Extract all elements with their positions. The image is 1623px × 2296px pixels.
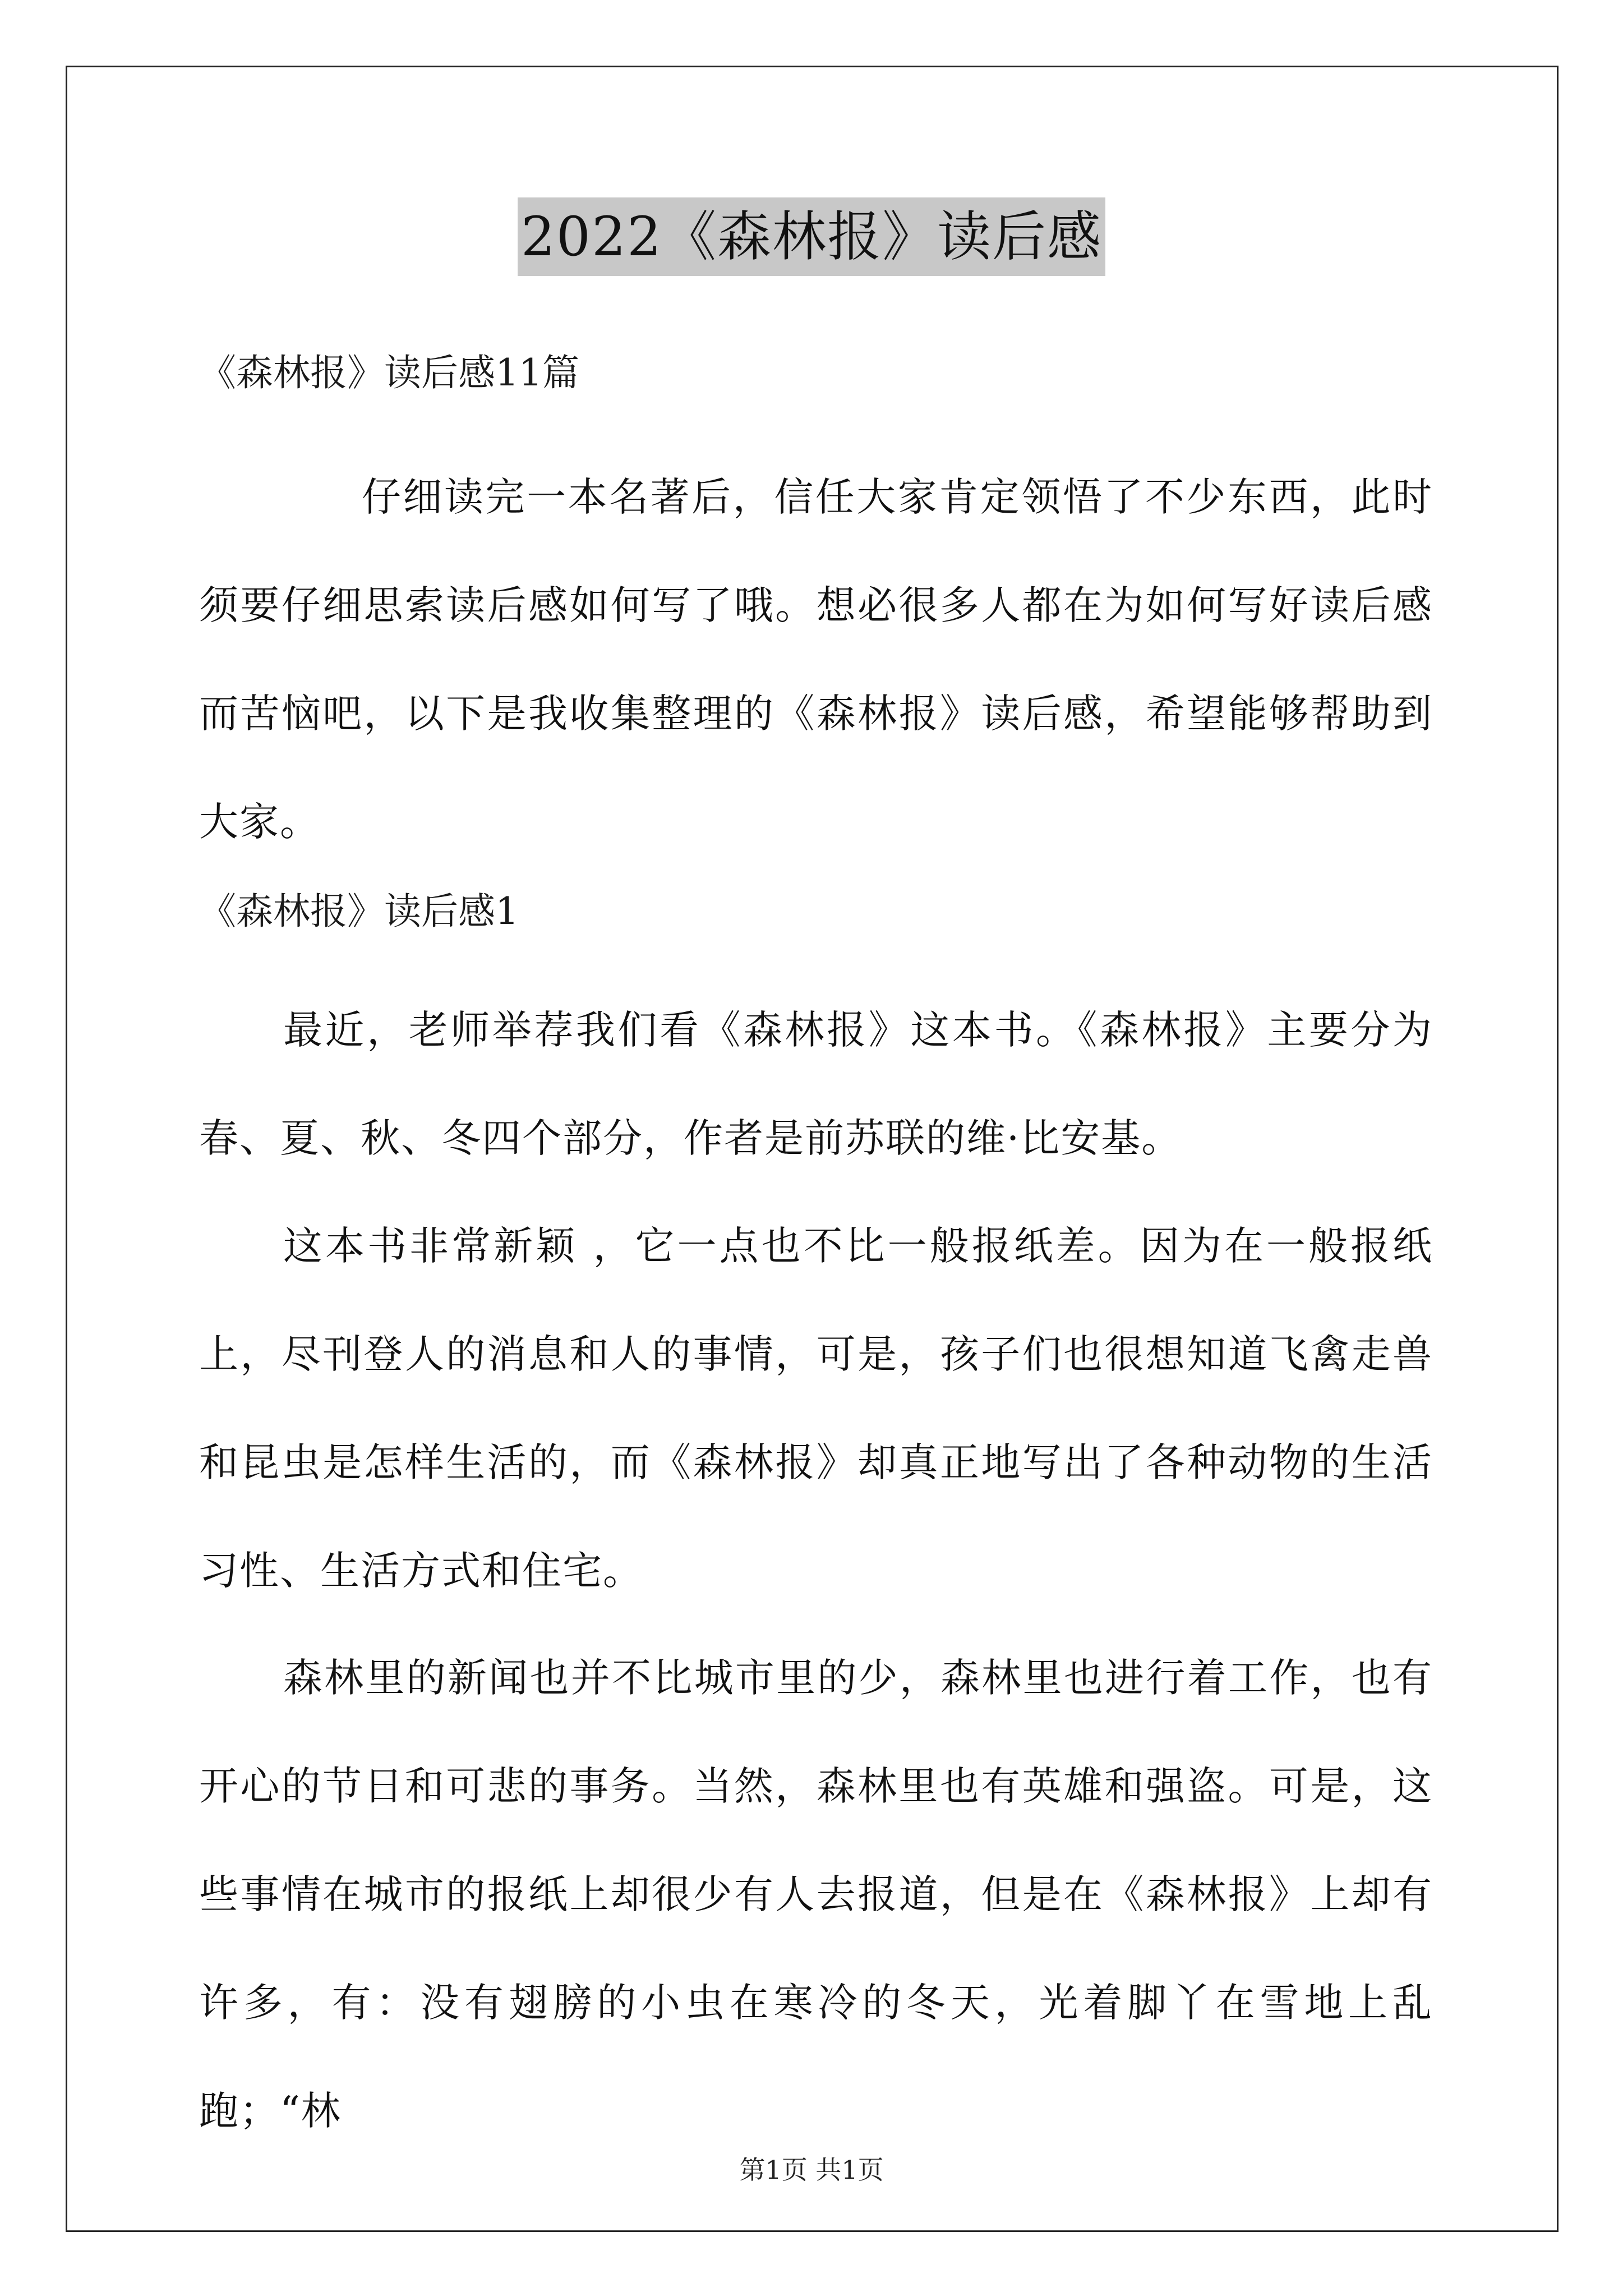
document-subtitle: 《森林报》读后感11篇 <box>199 351 579 394</box>
body-paragraph-2: 这本书非常新颖 ，它一点也不比一般报纸差。因为在一般报纸上，尽刊登人的消息和人的事情，可是，孩子们也很想知道飞禽走兽和昆虫是怎样生活的，而《森林报》却真正地写出了各种动物的生活习性、生活方式和住宅。 <box>199 1223 1433 1594</box>
body-paragraph-1: 最近，老师举荐我们看《森林报》这本书。《森林报》主要分为春、夏、秋、冬四个部分，作者是前苏联的维·比安基。 <box>199 1007 1433 1161</box>
title-wrap <box>0 197 1623 276</box>
document-title: 2022《森林报》读后感 <box>518 197 1105 276</box>
body-paragraph-3: 森林里的新闻也并不比城市里的少，森林里也进行着工作，也有开心的节日和可悲的事务。当然，森林里也有英雄和强盗。可是，这些事情在城市的报纸上却很少有人去报道，但是在《森林报》上却有许多，有：没有翅膀的小虫在寒冷的冬天，光着脚丫在雪地上乱跑；“林 <box>199 1655 1433 2134</box>
page-footer: 第1页 共1页 <box>739 2155 884 2185</box>
section-heading: 《森林报》读后感1 <box>199 890 519 933</box>
intro-paragraph: 仔细读完一本名著后，信任大家肯定领悟了不少东西，此时须要仔细思索读后感如何写了哦。想必很多人都在为如何写好读后感而苦恼吧，以下是我收集整理的《森林报》读后感，希望能够帮助到大家。 <box>199 474 1433 845</box>
